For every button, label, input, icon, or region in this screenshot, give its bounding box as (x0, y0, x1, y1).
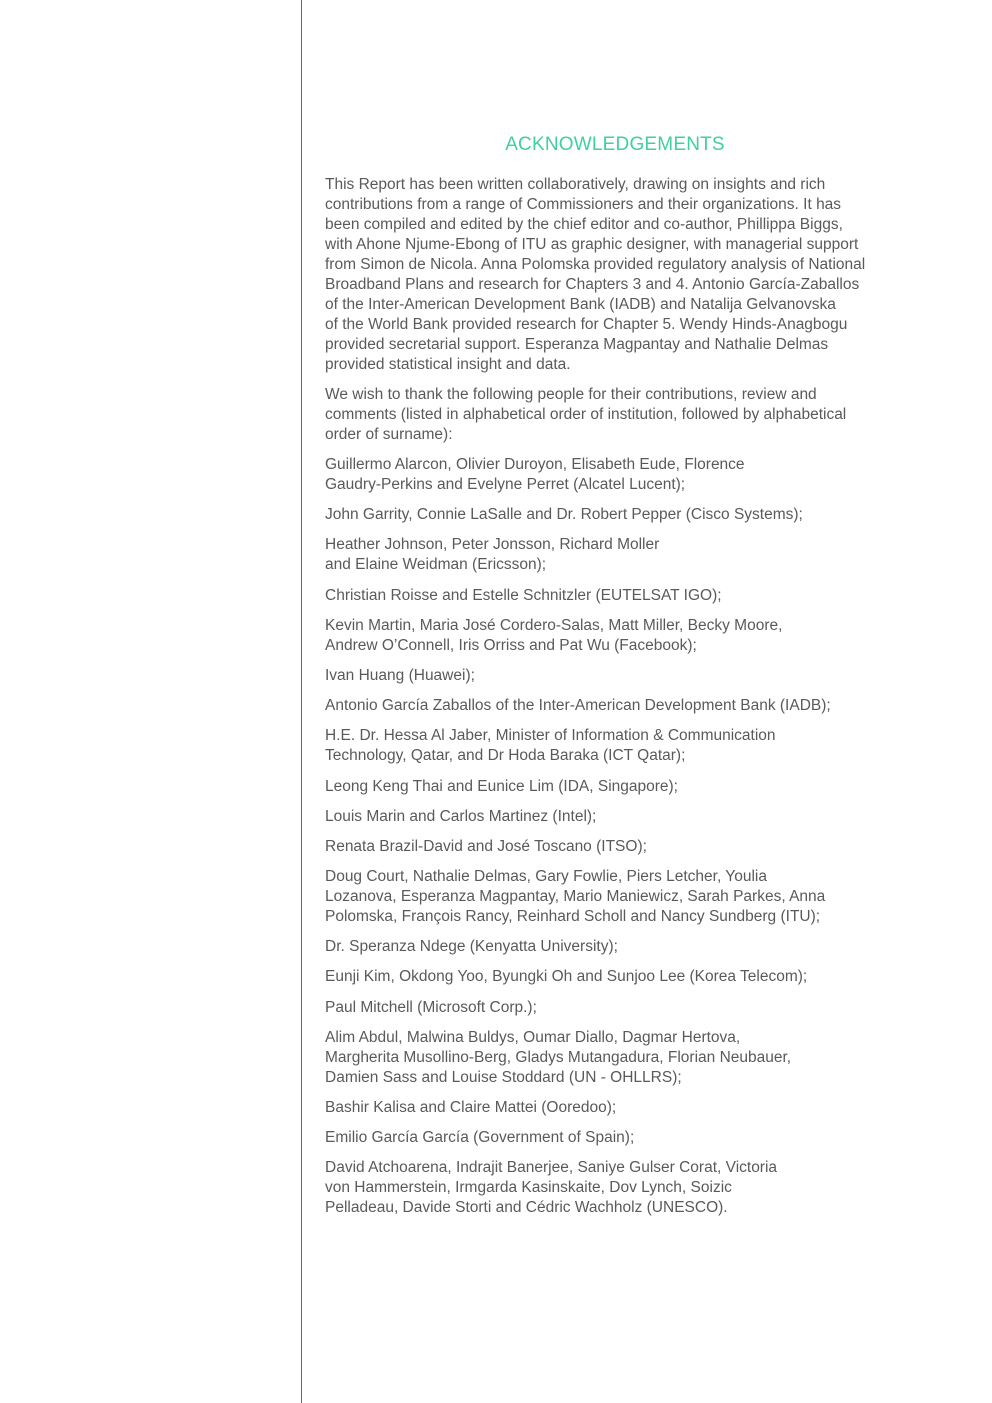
thanks-entry-un-ohllrs: Alim Abdul, Malwina Buldys, Oumar Diallo, Dagmar Hertova, Margherita Musollino-Berg, Gladys Mutangadura, Florian Neubauer, Damien Sass and Louise Stoddard (UN - OHLLRS); (325, 1028, 792, 1086)
thanks-intro-paragraph: We wish to thank the following people for their contributions, review and comments (listed in alphabetical order of institution, followed by alphabetical order of surname): (325, 386, 847, 443)
thanks-entry-itu: Doug Court, Nathalie Delmas, Gary Fowlie, Piers Letcher, Youlia Lozanova, Esperanza Magpantay, Mario Maniewicz, Sarah Parkes, Anna Polomska, François Rancy, Reinhard Scholl and Nancy Sundberg (ITU); (325, 868, 826, 926)
thanks-entry-facebook: Kevin Martin, Maria José Cordero-Salas, Matt Miller, Becky Moore, Andrew O’Connell, Iris Orriss and Pat Wu (Facebook); (325, 616, 783, 654)
thanks-entry-microsoft: Paul Mitchell (Microsoft Corp.); (325, 998, 537, 1016)
thanks-entry-itso: Renata Brazil-David and José Toscano (ITSO); (325, 837, 647, 855)
thanks-entry-alcatel-lucent: Guillermo Alarcon, Olivier Duroyon, Elisabeth Eude, Florence Gaudry-Perkins and Evelyne Perret (Alcatel Lucent); (325, 456, 745, 493)
thanks-entry-unesco: David Atchoarena, Indrajit Banerjee, Saniye Gulser Corat, Victoria von Hammerstein, Irmgarda Kasinskaite, Dov Lynch, Soizic Pelladeau, Davide Storti and Cédric Wachholz (UNESCO). (325, 1159, 778, 1217)
thanks-entry-ericsson: Heather Johnson, Peter Jonsson, Richard Moller and Elaine Weidman (Ericsson); (325, 536, 660, 574)
page-title: ACKNOWLEDGEMENTS (505, 134, 725, 155)
thanks-list (325, 455, 905, 1218)
thanks-entry-kenyatta-university: Dr. Speranza Ndege (Kenyatta University); (325, 938, 618, 956)
thanks-entry-huawei: Ivan Huang (Huawei); (325, 666, 475, 684)
thanks-entry-cisco: John Garrity, Connie LaSalle and Dr. Robert Pepper (Cisco Systems); (325, 506, 803, 524)
acknowledgements-section (325, 133, 905, 1229)
margin-divider-line (301, 0, 302, 1403)
intro-paragraph: This Report has been written collaboratively, drawing on insights and rich contributions from a range of Commissioners and their organizations. It has been compiled and edited by the chief editor and co-author, Phillippa Biggs, with Ahone Njume-Ebong of ITU as graphic designer, with managerial support from Simon de Nicola. Anna Polomska provided regulatory analysis of National Broadband Plans and research for Chapters 3 and 4. Antonio García-Zaballos of the Inter-American Development Bank (IADB) and Natalija Gelvanovska of the World Bank provided research for Chapter 5. Wendy Hinds-Anagbogu provided secretarial support. Esperanza Magpantay and Nathalie Delmas provided statistical insight and data. (325, 176, 866, 373)
thanks-entry-eutelsat: Christian Roisse and Estelle Schnitzler (EUTELSAT IGO); (325, 586, 722, 604)
thanks-entry-korea-telecom: Eunji Kim, Okdong Yoo, Byungki Oh and Sunjoo Lee (Korea Telecom); (325, 968, 808, 986)
thanks-entry-ida-singapore: Leong Keng Thai and Eunice Lim (IDA, Singapore); (325, 777, 678, 795)
thanks-entry-spain: Emilio García García (Government of Spain); (325, 1129, 635, 1147)
thanks-entry-ict-qatar: H.E. Dr. Hessa Al Jaber, Minister of Information & Communication Technology, Qatar, and Dr Hoda Baraka (ICT Qatar); (325, 727, 776, 765)
thanks-entry-intel: Louis Marin and Carlos Martinez (Intel); (325, 807, 597, 825)
thanks-entry-ooredoo: Bashir Kalisa and Claire Mattei (Ooredoo); (325, 1099, 617, 1116)
thanks-entry-iadb: Antonio García Zaballos of the Inter-American Development Bank (IADB); (325, 697, 831, 715)
